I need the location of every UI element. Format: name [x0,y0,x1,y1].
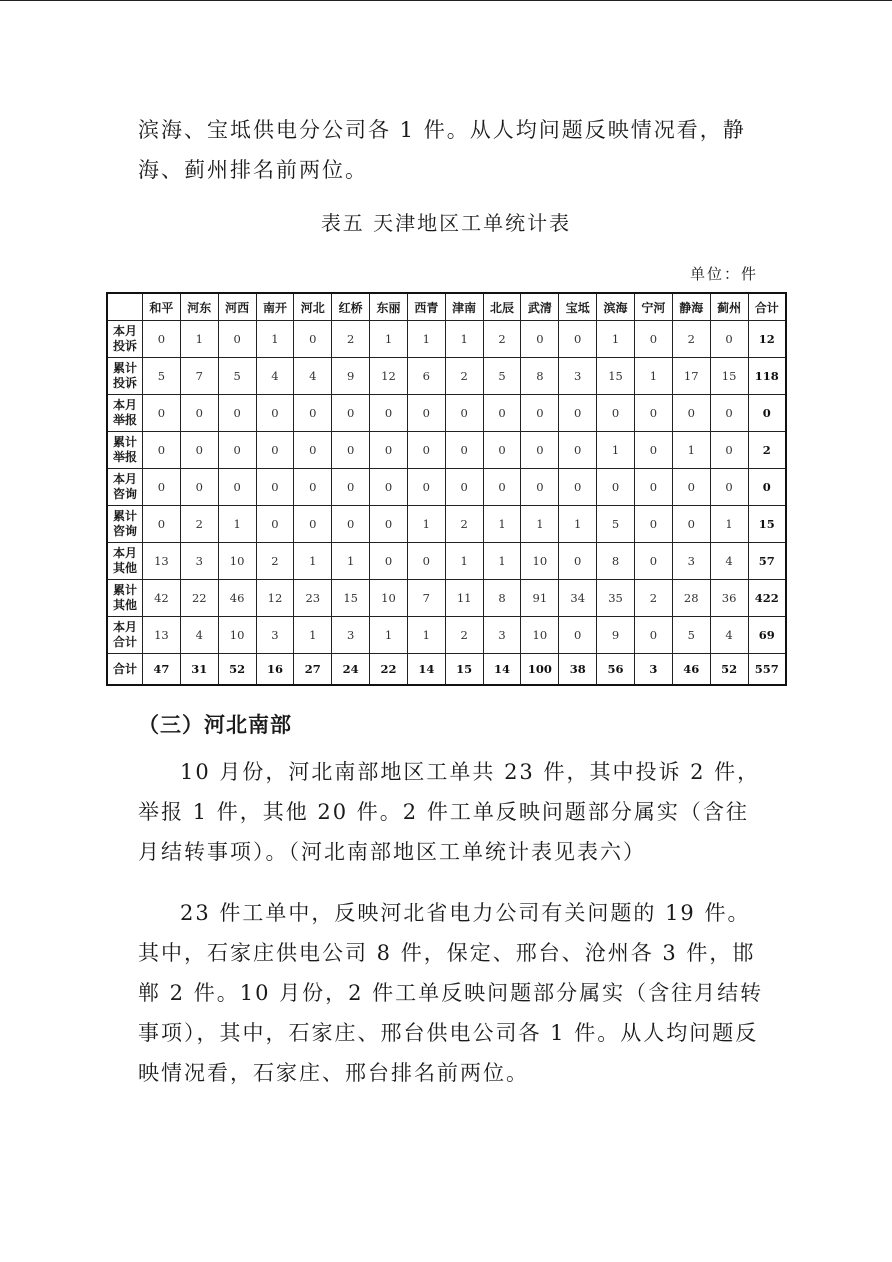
table-cell: 1 [294,617,332,654]
table-row [107,469,786,506]
table-cell: 13 [143,543,181,580]
table-cell: 0 [445,469,483,506]
table-cell: 8 [483,580,521,617]
table-cell: 1 [634,358,672,395]
table-cell: 2 [445,358,483,395]
column-header: 蓟州 [710,293,748,321]
table-cell: 5 [672,617,710,654]
table-cell: 28 [672,580,710,617]
table-cell: 1 [294,543,332,580]
table-cell: 34 [559,580,597,617]
column-header: 静海 [672,293,710,321]
table-cell: 10 [218,543,256,580]
table-cell: 0 [710,432,748,469]
table-cell: 91 [521,580,559,617]
table-cell: 0 [672,469,710,506]
table-cell: 0 [256,395,294,432]
table-cell: 46 [672,654,710,686]
table-cell: 42 [143,580,181,617]
table-cell: 0 [597,469,635,506]
table-cell: 15 [445,654,483,686]
table-row [107,506,786,543]
table-cell: 0 [370,469,408,506]
table-cell: 1 [407,506,445,543]
row-label: 本月其他 [107,543,143,580]
table-cell: 3 [332,617,370,654]
row-label: 累计其他 [107,580,143,617]
table-unit: 单位：件 [689,265,758,283]
table-cell: 5 [143,358,181,395]
table-cell: 15 [597,358,635,395]
table-cell: 0 [634,432,672,469]
table-cell: 24 [332,654,370,686]
table-cell: 1 [370,617,408,654]
row-label: 累计投诉 [107,358,143,395]
table-cell: 0 [370,432,408,469]
table-cell: 5 [218,358,256,395]
column-header: 宝坻 [559,293,597,321]
table-cell: 1 [672,432,710,469]
table-cell: 10 [370,580,408,617]
table-cell: 0 [710,321,748,358]
table-cell: 9 [332,358,370,395]
table-cell: 1 [407,321,445,358]
table-cell: 12 [256,580,294,617]
table-cell: 1 [445,543,483,580]
column-header: 和平 [143,293,181,321]
table-cell: 0 [483,395,521,432]
row-label: 本月咨询 [107,469,143,506]
table-cell: 2 [332,321,370,358]
table-cell: 15 [710,358,748,395]
row-total-cell: 0 [748,395,786,432]
table-cell: 0 [180,469,218,506]
table-row [107,580,786,617]
table-cell: 0 [521,469,559,506]
row-total-cell: 557 [748,654,786,686]
table-cell: 10 [521,543,559,580]
table-cell: 3 [559,358,597,395]
table-cell: 0 [180,432,218,469]
table-cell: 0 [370,395,408,432]
row-total-cell: 69 [748,617,786,654]
row-total-cell: 57 [748,543,786,580]
table-cell: 14 [483,654,521,686]
table-cell: 0 [143,395,181,432]
table-cell: 1 [407,617,445,654]
column-header: 武清 [521,293,559,321]
table-cell: 100 [521,654,559,686]
table-cell: 15 [332,580,370,617]
table-cell: 0 [407,469,445,506]
column-header: 红桥 [332,293,370,321]
row-total-cell: 0 [748,469,786,506]
table-cell: 46 [218,580,256,617]
table-cell: 0 [332,469,370,506]
row-total-cell: 15 [748,506,786,543]
table-cell: 0 [256,432,294,469]
table-cell: 27 [294,654,332,686]
table-cell: 0 [559,432,597,469]
row-total-cell: 12 [748,321,786,358]
table-cell: 1 [597,321,635,358]
column-header: 南开 [256,293,294,321]
table-cell: 0 [294,432,332,469]
row-label: 累计举报 [107,432,143,469]
table-sum-row [107,654,786,686]
table-body [107,321,786,686]
table-cell: 5 [483,358,521,395]
column-header: 合计 [748,293,786,321]
table-cell: 0 [332,395,370,432]
table-cell: 2 [445,617,483,654]
table-cell: 0 [445,395,483,432]
row-total-cell: 422 [748,580,786,617]
table-cell: 7 [407,580,445,617]
table-cell: 1 [332,543,370,580]
table-cell: 0 [407,543,445,580]
section-heading: （三）河北南部 [138,713,292,737]
page-top-border [0,0,892,1]
table-cell: 1 [559,506,597,543]
table-cell: 2 [672,321,710,358]
table-cell: 10 [521,617,559,654]
table-caption: 表五 天津地区工单统计表 [320,211,572,235]
paragraph-intro: 滨海、宝坻供电分公司各 1 件。从人均问题反映情况看，静海、蓟州排名前两位。 [138,118,746,182]
table-cell: 0 [370,543,408,580]
table-cell: 31 [180,654,218,686]
table-cell: 8 [521,358,559,395]
table-cell: 17 [672,358,710,395]
table-cell: 0 [521,432,559,469]
table-cell: 3 [634,654,672,686]
table-row [107,543,786,580]
table-cell: 14 [407,654,445,686]
table-cell: 0 [445,432,483,469]
column-header: 北辰 [483,293,521,321]
table-row [107,395,786,432]
table-cell: 0 [332,506,370,543]
table-cell: 7 [180,358,218,395]
table-cell: 0 [521,321,559,358]
table-cell: 3 [180,543,218,580]
table-cell: 2 [180,506,218,543]
table-cell: 3 [672,543,710,580]
row-label: 本月举报 [107,395,143,432]
column-header: 河西 [218,293,256,321]
table-cell: 0 [294,395,332,432]
table-cell: 8 [597,543,635,580]
table-cell: 1 [597,432,635,469]
table-cell: 0 [634,506,672,543]
table-cell: 6 [407,358,445,395]
table-cell: 0 [559,321,597,358]
table-cell: 2 [256,543,294,580]
tianjin-workorder-table [106,292,787,686]
table-row [107,321,786,358]
table-cell: 0 [407,395,445,432]
table-cell: 52 [218,654,256,686]
table-cell: 0 [634,543,672,580]
table-cell: 0 [559,469,597,506]
table-cell: 3 [483,617,521,654]
table-cell: 1 [218,506,256,543]
table-header-row [107,293,786,321]
table-cell: 0 [294,506,332,543]
table-cell: 16 [256,654,294,686]
table-cell: 1 [370,321,408,358]
table-cell: 0 [559,617,597,654]
table-cell: 38 [559,654,597,686]
table-cell: 9 [597,617,635,654]
table-cell: 0 [143,432,181,469]
column-header: 河东 [180,293,218,321]
table-cell: 0 [143,321,181,358]
table-cell: 0 [483,432,521,469]
table-cell: 0 [218,321,256,358]
table-cell: 0 [294,469,332,506]
table-cell: 52 [710,654,748,686]
paragraph-hebei-detail: 23 件工单中，反映河北省电力公司有关问题的 19 件。其中，石家庄供电公司 8 件，保定、邢台、沧州各 3 件，邯郸 2 件。10 月份，2 件工单反映问题部分属实（含往月结转事项），其中，石家庄、邢台供电公司各 1 件。从人均问题反映情况看，石家庄、邢台排名前两位。 [138,901,764,1085]
table-cell: 13 [143,617,181,654]
table-cell: 0 [143,506,181,543]
column-header: 河北 [294,293,332,321]
column-header: 东丽 [370,293,408,321]
row-label: 累计咨询 [107,506,143,543]
column-header: 西青 [407,293,445,321]
table-row [107,358,786,395]
table-cell: 0 [294,321,332,358]
table-cell: 11 [445,580,483,617]
table-cell: 4 [180,617,218,654]
table-cell: 22 [180,580,218,617]
table-cell: 36 [710,580,748,617]
table-cell: 0 [407,432,445,469]
table-cell: 2 [483,321,521,358]
table-cell: 4 [256,358,294,395]
table-cell: 0 [218,432,256,469]
table-row [107,432,786,469]
table-cell: 56 [597,654,635,686]
column-header: 宁河 [634,293,672,321]
row-label: 本月合计 [107,617,143,654]
table-cell: 4 [294,358,332,395]
paragraph-hebei-summary: 10 月份，河北南部地区工单共 23 件，其中投诉 2 件，举报 1 件，其他 20 件。2 件工单反映问题部分属实（含往月结转事项）。（河北南部地区工单统计表见表六） [138,760,761,864]
table-cell: 0 [218,395,256,432]
row-total-cell: 118 [748,358,786,395]
table-cell: 1 [521,506,559,543]
table-cell: 0 [332,432,370,469]
table-cell: 1 [180,321,218,358]
table-cell: 0 [256,469,294,506]
table-cell: 0 [710,469,748,506]
table-cell: 0 [559,543,597,580]
header-corner-cell [107,293,143,321]
column-header: 滨海 [597,293,635,321]
table-cell: 0 [597,395,635,432]
table-cell: 1 [445,321,483,358]
table-cell: 0 [634,395,672,432]
table-cell: 0 [218,469,256,506]
table-cell: 4 [710,617,748,654]
table-cell: 0 [143,469,181,506]
table-cell: 0 [559,395,597,432]
table-cell: 0 [256,506,294,543]
table-cell: 12 [370,358,408,395]
table-cell: 3 [256,617,294,654]
table-cell: 1 [256,321,294,358]
table-cell: 23 [294,580,332,617]
table-cell: 1 [483,506,521,543]
table-cell: 0 [521,395,559,432]
table-cell: 0 [672,395,710,432]
table-cell: 0 [483,469,521,506]
table-cell: 0 [710,395,748,432]
table-cell: 0 [180,395,218,432]
table-cell: 35 [597,580,635,617]
table-cell: 4 [710,543,748,580]
row-label: 合计 [107,654,143,686]
table-cell: 0 [370,506,408,543]
column-header: 津南 [445,293,483,321]
table-cell: 2 [634,580,672,617]
table-cell: 1 [710,506,748,543]
table-cell: 5 [597,506,635,543]
table-row [107,617,786,654]
table-cell: 47 [143,654,181,686]
table-cell: 0 [634,617,672,654]
row-label: 本月投诉 [107,321,143,358]
table-cell: 10 [218,617,256,654]
table-cell: 1 [483,543,521,580]
table-cell: 0 [634,321,672,358]
table-cell: 22 [370,654,408,686]
table-cell: 0 [672,506,710,543]
table-cell: 2 [445,506,483,543]
row-total-cell: 2 [748,432,786,469]
table-cell: 0 [634,469,672,506]
